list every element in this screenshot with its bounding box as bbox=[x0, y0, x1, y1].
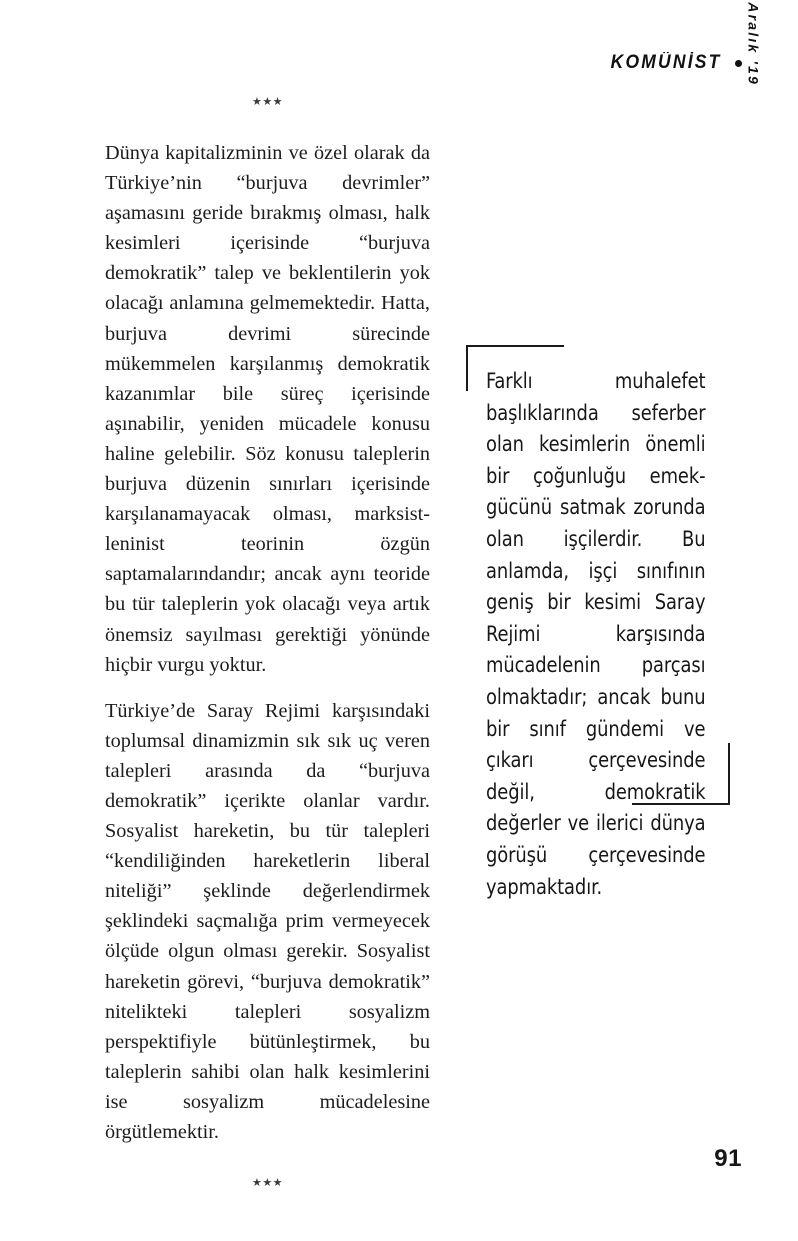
masthead-date: Aralık '19 bbox=[746, 2, 762, 86]
body-paragraph: Dünya kapitalizminin ve özel olarak da Türkiye’nin “burjuva devrimler” aşamasını geride bırakmış olması, halk kesimleri içerisinde “burjuva demokratik” talep ve beklentilerin yok olacağı anlamına gelmemektedir. Hatta, burjuva devrimi sürecinde mükemmelen karşılanmış demokratik kazanımlar bile süreç içerisinde aşınabilir, yeniden mücadele konusu haline gelebilir. Söz konusu taleplerin burjuva düzenin sınırları içerisinde karşılanamayacak olması, marksist-leninist teorinin özgün saptamalarındandır; ancak aynı teoride bu tür taleplerin yok olacağı veya artık önemsiz sayılması gerektiği yönünde hiçbir vurgu yoktur. bbox=[105, 142, 430, 676]
section-divider-top: ★★★ bbox=[251, 95, 284, 108]
masthead-title: KOMÜNİST bbox=[611, 52, 722, 73]
section-divider-bottom: ★★★ bbox=[251, 1176, 284, 1190]
body-paragraph: Türkiye’de Saray Rejimi karşısındaki toplumsal dinamizmin sık sık uç veren talepleri arasında da “burjuva demokratik” içerikte olanlar vardır. Sosyalist hareketin, bu tür talepleri “kendiliğinden hareketlerin liberal niteliği” şeklinde değerlendirmek şeklindeki saçmalığa prim vermeyecek ölçüde olgun olması gerekir. Sosyalist hareketin görevi, “burjuva demokratik” nitelikteki talepleri sosyalizm perspektifiyle bütünleştirmek, bu taleplerin sahibi olan halk kesimlerini ise sosyalizm mücadelesine örgütlemektir. bbox=[105, 699, 430, 1143]
pullquote-text: Farklı muhalefet başlıklarında seferber olan kesimlerin önemli bir çoğunluğu emek-gücünü satmak zorunda olan işçilerdir. Bu anlamda, işçi sınıfının geniş bir kesimi Saray Rejimi karşısında mücadelenin parçası olmaktadır; ancak bunu bir sınıf gündemi ve çıkarı çerçevesinde değil, demokratik değerler ve ilerici dünya görüşü çerçevesinde yapmaktadır. bbox=[486, 369, 706, 900]
bullet-dot-icon bbox=[735, 60, 742, 67]
pullquote-box bbox=[466, 345, 730, 900]
masthead-row bbox=[601, 52, 742, 74]
body-column bbox=[105, 96, 430, 1188]
running-header bbox=[542, 2, 762, 202]
page-number: 91 bbox=[714, 1145, 742, 1172]
